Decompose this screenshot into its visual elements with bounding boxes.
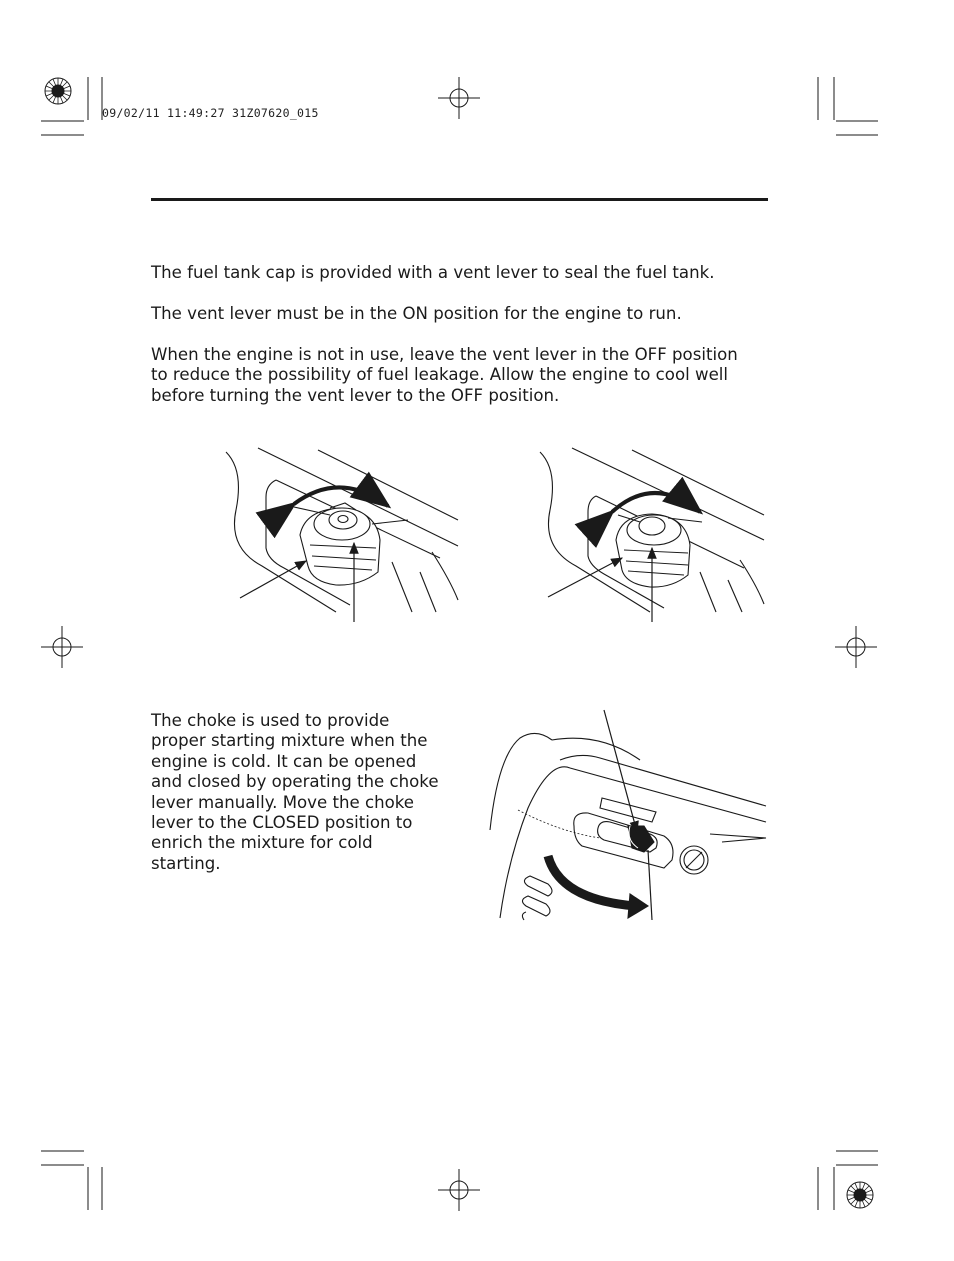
fuel-cap-illustration-left	[226, 448, 458, 622]
starburst-icon	[45, 78, 71, 104]
crosshair-icon	[41, 626, 83, 668]
registration-mark-top-left	[41, 77, 102, 135]
print-timestamp: 09/02/11 11:49:27 31Z07620_015	[102, 106, 319, 120]
crosshair-icon	[438, 77, 480, 119]
registration-mark-top-right	[818, 77, 878, 135]
starburst-icon	[847, 1182, 873, 1208]
vent-paragraph-1: The fuel tank cap is provided with a vent lever to seal the fuel tank.	[151, 263, 715, 282]
crosshair-icon	[438, 1169, 480, 1211]
choke-paragraph: The choke is used to provide proper starting mixture when the engine is cold. It can be opened and closed by operating the choke lever manually. Move the choke lever to the CLOSED position to enrich the mixture for cold starting.	[151, 711, 439, 873]
crosshair-icon	[835, 626, 877, 668]
vent-paragraph-3: When the engine is not in use, leave the vent lever in the OFF position to reduce the possibility of fuel leakage. Allow the engine to cool well before turning the vent lever to the OFF position.	[151, 345, 738, 405]
vent-paragraph-2: The vent lever must be in the ON position for the engine to run.	[151, 304, 682, 323]
registration-mark-bottom-left	[41, 1151, 102, 1210]
choke-lever-illustration	[490, 710, 766, 920]
fuel-cap-illustration-right	[540, 448, 764, 622]
